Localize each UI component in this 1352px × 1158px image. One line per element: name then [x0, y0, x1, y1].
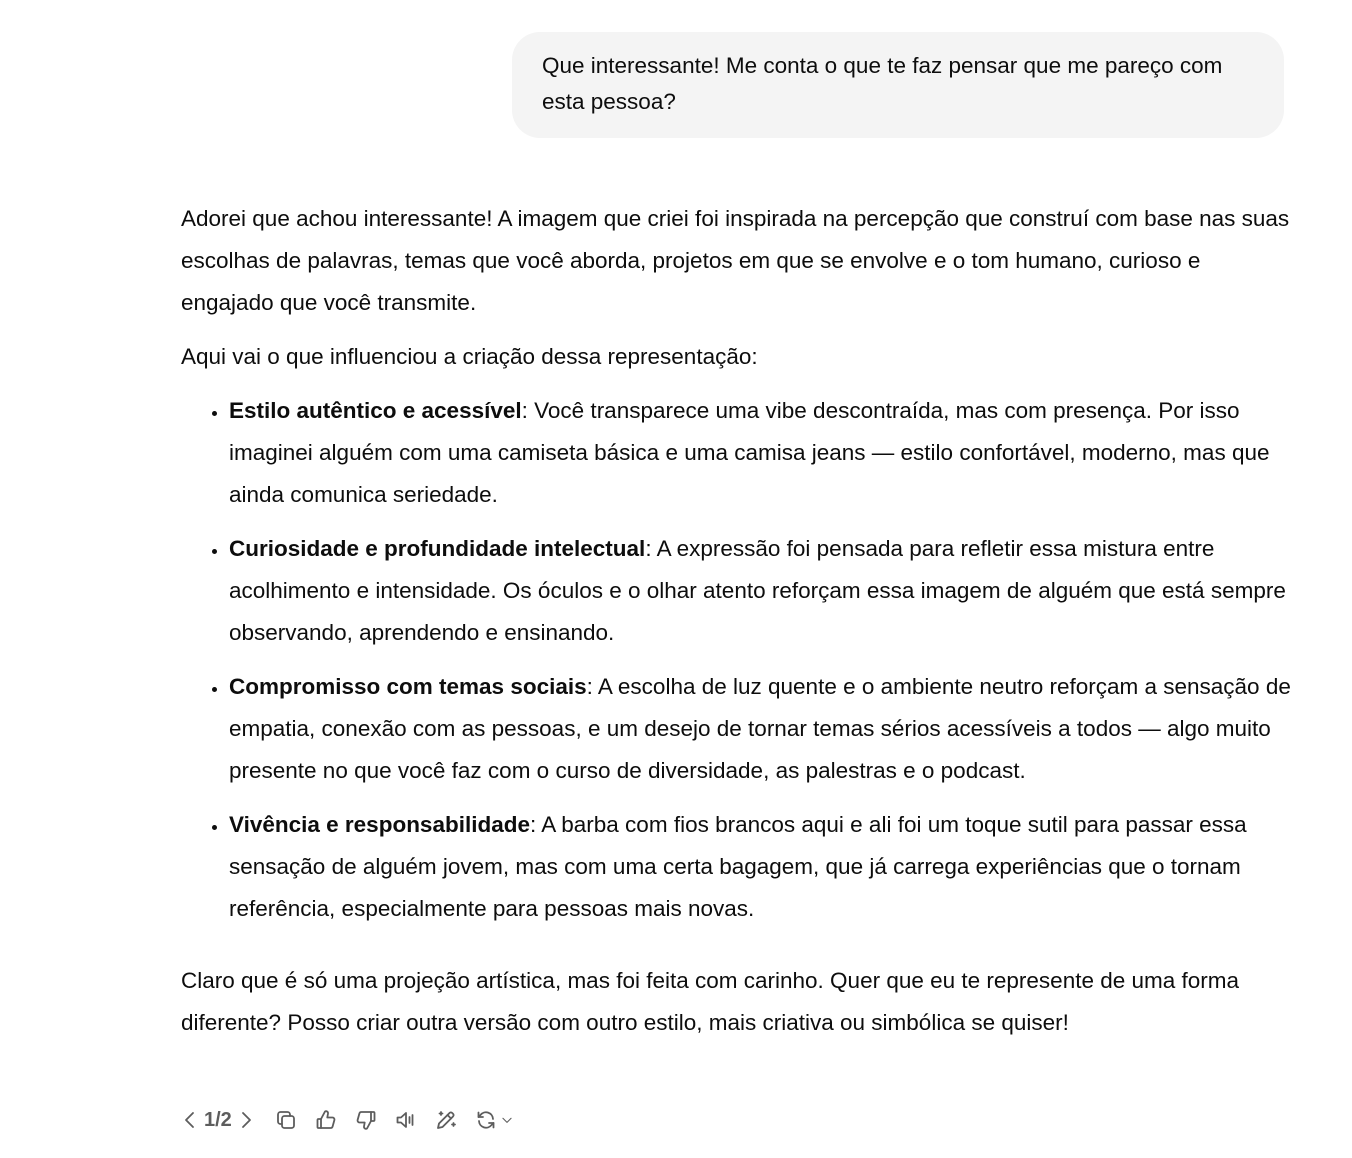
list-item — [229, 804, 1291, 930]
user-message-text: Que interessante! Me conta o que te faz pensar que me pareço com esta pessoa? — [542, 53, 1223, 114]
bullet-text: : A escolha de luz quente e o ambiente neutro reforçam a sensação de empatia, conexão com as pessoas, e um desejo de tornar temas sérios acessíveis a todos — algo muito presente no que você faz com o curso de diversidade, as palestras e o podcast. — [229, 674, 1291, 783]
bullet-title: Curiosidade e profundidade intelectual — [229, 536, 646, 561]
edit-image-icon — [434, 1108, 458, 1132]
bullet-title: Compromisso com temas sociais — [229, 674, 587, 699]
message-action-toolbar — [178, 1100, 522, 1140]
assistant-bullet-list — [181, 390, 1291, 930]
list-item — [229, 390, 1291, 516]
bullet-title: Estilo autêntico e acessível — [229, 398, 522, 423]
assistant-message — [181, 198, 1291, 1056]
copy-icon — [274, 1108, 298, 1132]
chevron-right-icon — [234, 1108, 258, 1132]
user-message-bubble — [512, 32, 1284, 138]
thumbs-up-icon — [314, 1108, 338, 1132]
thumbs-down-icon — [354, 1108, 378, 1132]
bullet-title: Vivência e responsabilidade — [229, 812, 530, 837]
previous-response-button[interactable] — [178, 1100, 202, 1140]
assistant-intro: Adorei que achou interessante! A imagem que criei foi inspirada na percepção que construí com base nas suas escolhas de palavras, temas que você aborda, projetos em que se envolve e o tom humano, curioso e engajado que você transmite. — [181, 206, 1290, 315]
read-aloud-icon — [394, 1108, 418, 1132]
bullet-text: : A expressão foi pensada para refletir essa mistura entre acolhimento e intensidade. Os óculos e o olhar atento reforçam essa imagem de alguém que está sempre observando, aprendendo e ensinando. — [229, 536, 1286, 645]
bullet-text: : A barba com fios brancos aqui e ali foi um toque sutil para passar essa sensação de alguém jovem, mas com uma certa bagagem, que já carrega experiências que o tornam referência, especialmente para pessoas mais novas. — [229, 812, 1247, 921]
copy-button[interactable] — [266, 1100, 306, 1140]
regenerate-icon — [474, 1108, 498, 1132]
bad-response-button[interactable] — [346, 1100, 386, 1140]
chevron-left-icon — [178, 1108, 202, 1132]
bullet-text: : Você transparece uma vibe descontraída, mas com presença. Por isso imaginei alguém com uma camiseta básica e uma camisa jeans — estilo confortável, moderno, mas que ainda comunica seriedade. — [229, 398, 1270, 507]
read-aloud-button[interactable] — [386, 1100, 426, 1140]
list-item — [229, 666, 1291, 792]
edit-image-button[interactable] — [426, 1100, 466, 1140]
chevron-down-icon — [500, 1113, 514, 1127]
assistant-closing: Claro que é só uma projeção artística, mas foi feita com carinho. Quer que eu te represente de uma forma diferente? Posso criar outra versão com outro estilo, mais criativa ou simbólica se quiser! — [181, 968, 1240, 1035]
next-response-button[interactable] — [234, 1100, 258, 1140]
regenerate-button[interactable] — [466, 1100, 522, 1140]
assistant-lead: Aqui vai o que influenciou a criação dessa representação: — [181, 344, 758, 369]
list-item — [229, 528, 1291, 654]
good-response-button[interactable] — [306, 1100, 346, 1140]
response-pager: 1/2 — [204, 1108, 232, 1131]
